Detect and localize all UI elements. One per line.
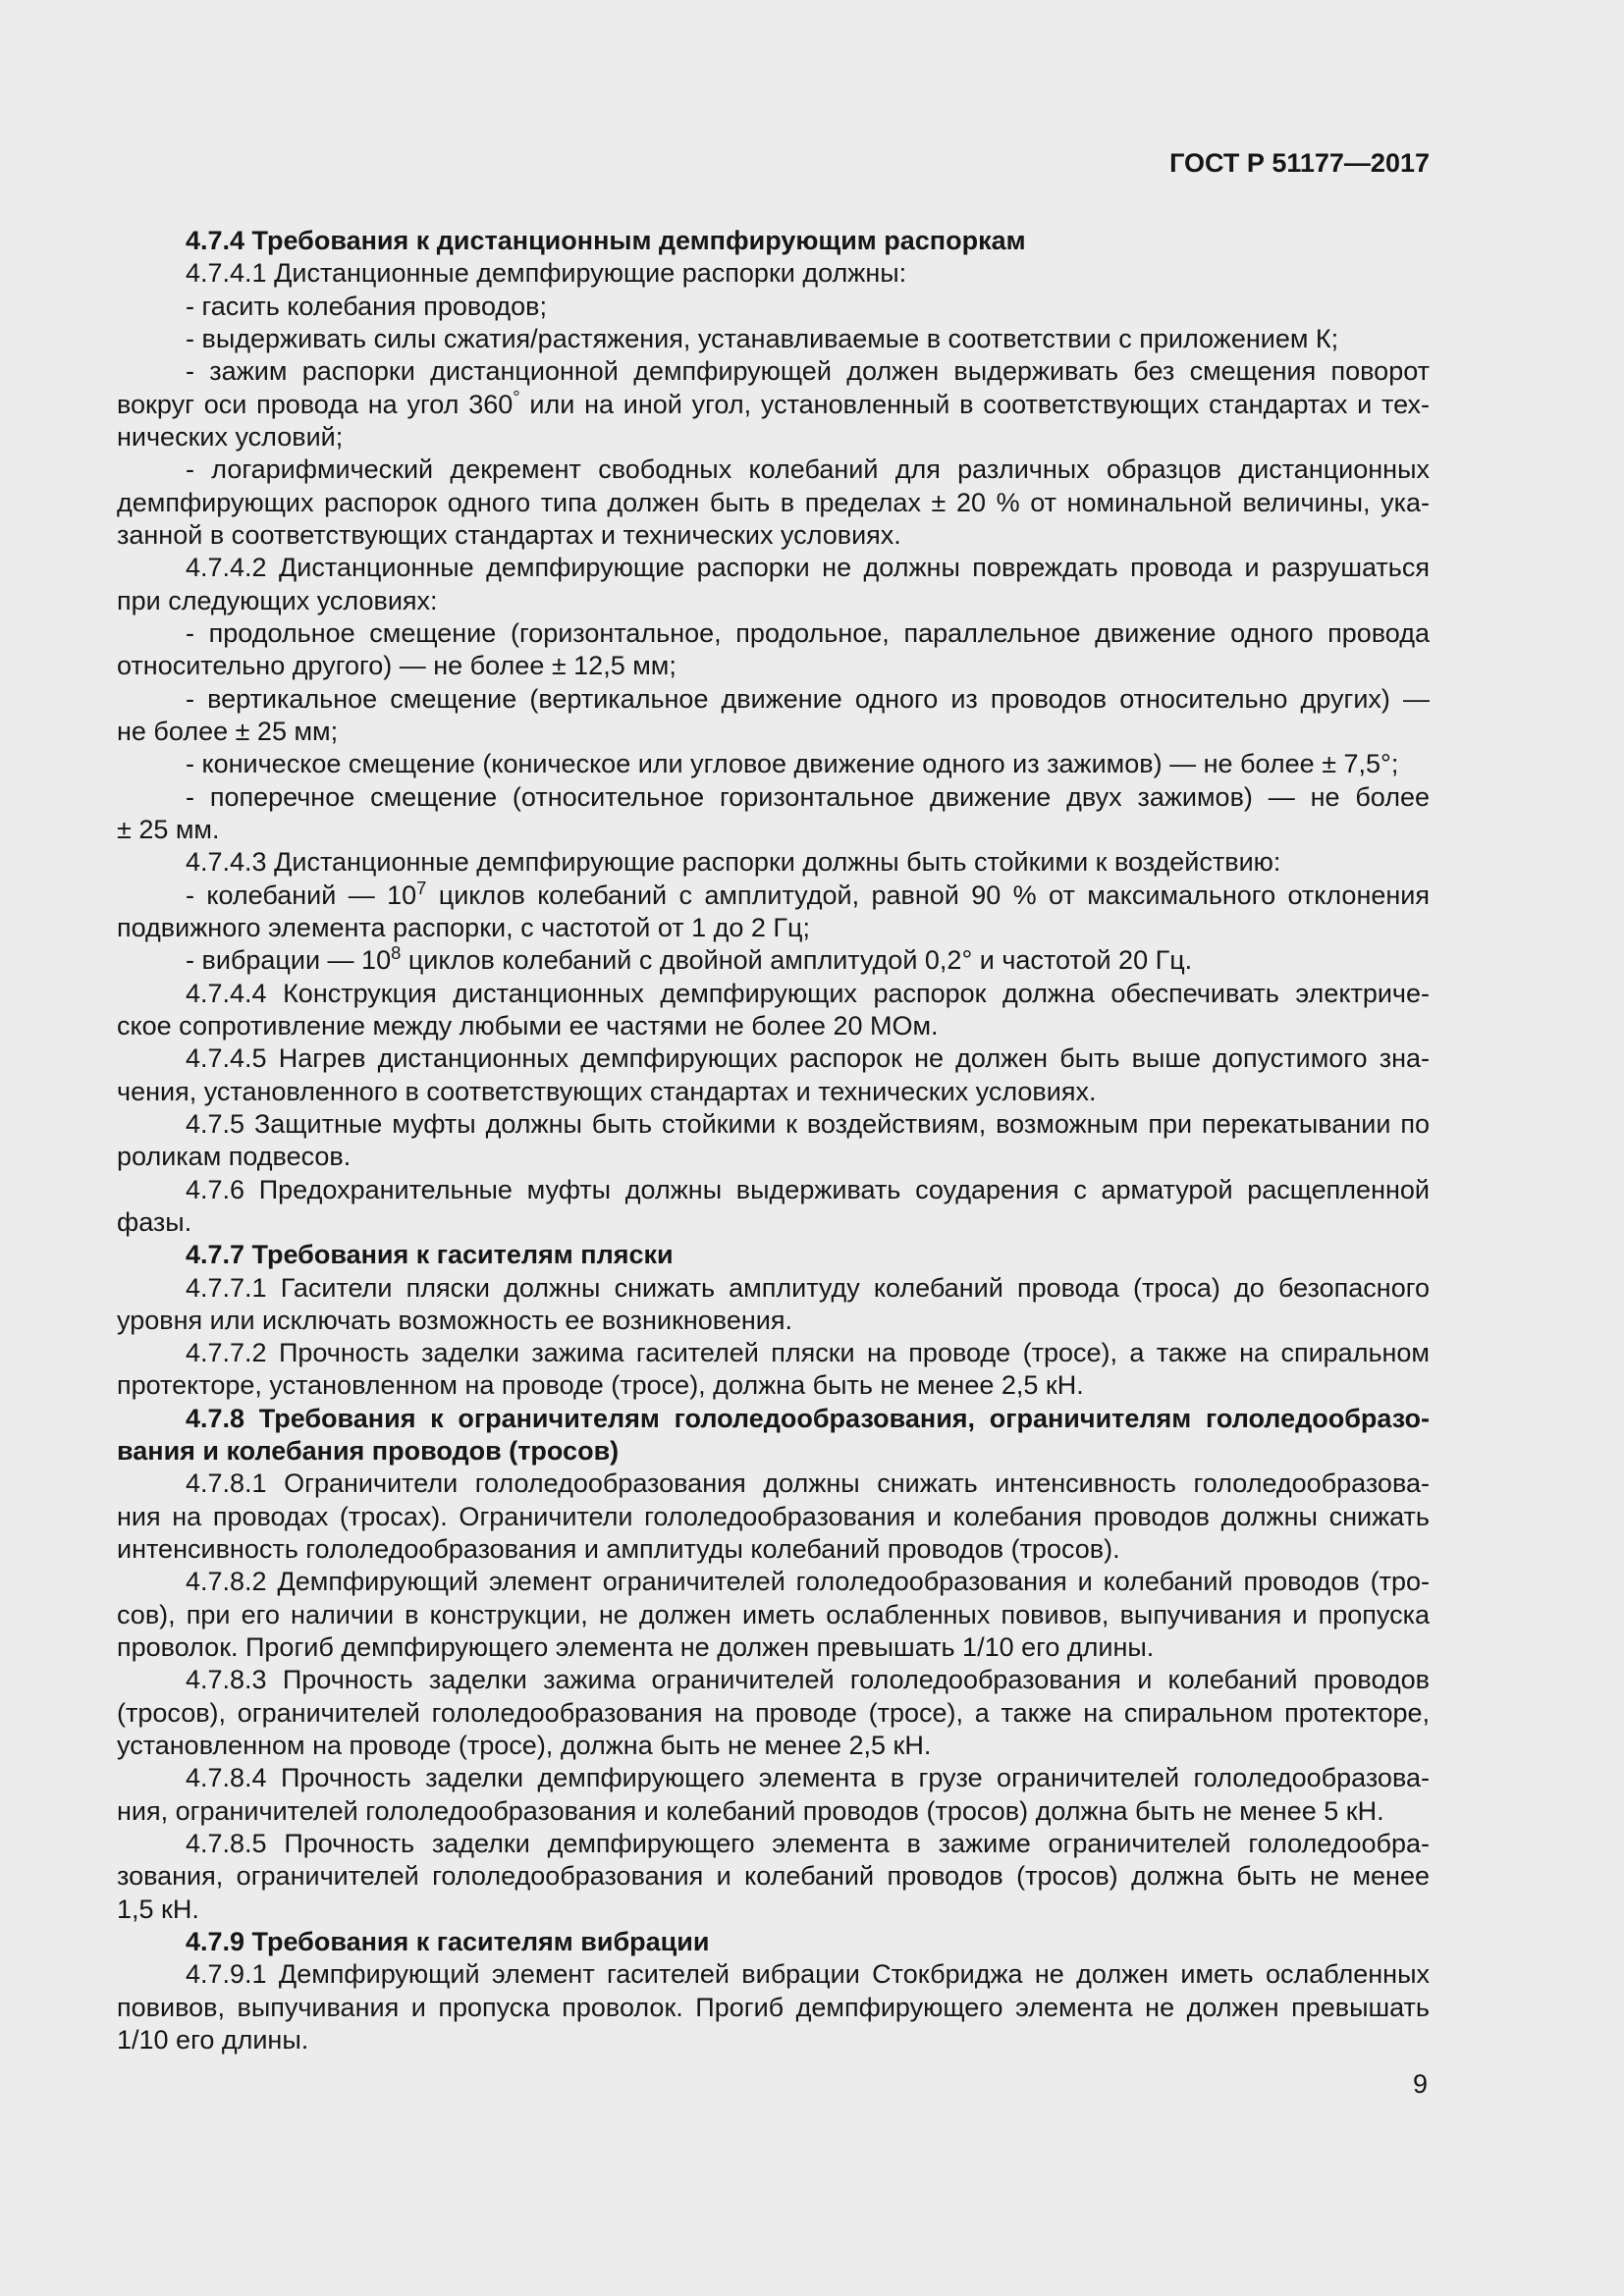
list-item — [117, 454, 1430, 552]
text-line: ния, ограничителей гололедообразования и колебаний проводов (тросов) должна быть не менее 5 кН. — [117, 1795, 1384, 1826]
text-line: - поперечное смещение (относительное горизонтальное движение двух зажимов) — не более — [186, 781, 1430, 812]
text-line: 4.7.7.2 Прочность заделки зажима гасителей пляски на проводе (тросе), а также на спиральном — [186, 1338, 1430, 1368]
list-item — [117, 617, 1430, 683]
paragraph — [117, 1828, 1430, 1926]
text-line: 4.7.4.3 Дистанционные демпфирующие распорки должны быть стойкими к воздействию: — [186, 847, 1281, 878]
paragraph — [117, 1468, 1430, 1566]
text-line: 4.7.4.2 Дистанционные демпфирующие распорки не должны повреждать провода и разрушаться — [186, 553, 1430, 583]
text-run: - вибрации — 10 — [186, 945, 392, 976]
paragraph — [117, 978, 1430, 1043]
text-line: занной в соответствующих стандартах и технических условиях. — [117, 519, 901, 550]
section-heading — [117, 225, 1430, 257]
text-line: уровня или исключать возможность ее возникновения. — [117, 1305, 792, 1335]
section-heading — [117, 1403, 1430, 1468]
text-line: 4.7.8.2 Демпфирующий элемент ограничителей гололедообразования и колебаний проводов (тро- — [186, 1567, 1430, 1597]
paragraph — [117, 1566, 1430, 1664]
text-line: - логарифмический декремент свободных колебаний для различных образцов дистанционных — [186, 454, 1430, 485]
text-line — [117, 944, 1430, 977]
section-heading — [117, 1926, 1430, 1958]
list-item — [117, 291, 1430, 323]
text-line: подвижного элемента распорки, с частотой от 1 до 2 Гц; — [117, 912, 811, 942]
text-line: ния на проводах (тросах). Ограничители гололедообразования и колебания проводов должны снижать — [117, 1501, 1430, 1531]
text-line: - гасить колебания проводов; — [186, 291, 547, 321]
list-item — [117, 877, 1430, 945]
text-line — [117, 877, 1430, 912]
list-item — [117, 683, 1430, 749]
heading-line: 4.7.7 Требования к гасителям пляски — [186, 1240, 674, 1270]
paragraph — [117, 846, 1430, 879]
text-line: демпфирующих распорок одного типа должен быть в пределах ± 20 % от номинальной величины, ука- — [117, 487, 1430, 517]
heading-line: 4.7.9 Требования к гасителям вибрации — [186, 1927, 710, 1957]
text-line: 4.7.4.4 Конструкция дистанционных демпфирующих распорок должна обеспечивать электриче- — [186, 978, 1430, 1008]
superscript: ° — [513, 386, 520, 407]
paragraph — [117, 1958, 1430, 2056]
paragraph — [117, 1042, 1430, 1108]
text-line: 4.7.8.4 Прочность заделки демпфирующего элемента в грузе ограничителей гололедообразова- — [186, 1763, 1430, 1793]
section-heading — [117, 1239, 1430, 1271]
list-item — [117, 944, 1430, 977]
text-line: 4.7.5 Защитные муфты должны быть стойкими к воздействиям, возможным при перекатывании по — [186, 1108, 1430, 1139]
text-line: чения, установленного в соответствующих стандартах и технических условиях. — [117, 1076, 1097, 1106]
text-run: - колебаний — 10 — [186, 880, 417, 910]
text-line: зования, ограничителей гололедообразования и колебаний проводов (тросов) должна быть не менее — [117, 1861, 1430, 1892]
text-line: при следующих условиях: — [117, 585, 438, 615]
list-item — [117, 748, 1430, 780]
document-code: ГОСТ Р 51177—2017 — [1169, 148, 1430, 178]
text-run: циклов колебаний с двойной амплитудой 0,2° и частотой 20 Гц. — [401, 945, 1193, 976]
paragraph — [117, 1108, 1430, 1174]
text-line: 1/10 его длины. — [117, 2025, 309, 2056]
heading-line: 4.7.4 Требования к дистанционным демпфирующим распоркам — [186, 226, 1026, 255]
text-line: не более ± 25 мм; — [117, 716, 339, 746]
heading-line: 4.7.8 Требования к ограничителям гололедообразования, ограничителям гололедообразо- — [186, 1403, 1430, 1433]
list-item — [117, 781, 1430, 847]
superscript: 8 — [391, 942, 402, 964]
text-line: повивов, выпучивания и пропуска проволок. Прогиб демпфирующего элемента не должен превышать — [117, 1992, 1430, 2022]
text-line: - продольное смещение (горизонтальное, продольное, параллельное движение одного провода — [186, 617, 1430, 648]
text-run: или на иной угол, установленный в соответствующих стандартах и тех- — [519, 389, 1430, 419]
text-line: фазы. — [117, 1206, 192, 1237]
paragraph — [117, 1174, 1430, 1240]
text-line: 4.7.8.1 Ограничители гололедообразования должны снижать интенсивность гололедообразова- — [186, 1468, 1430, 1499]
text-line: проволок. Прогиб демпфирующего элемента не должен превышать 1/10 его длины. — [117, 1632, 1155, 1663]
document-body — [117, 225, 1430, 2056]
text-line: - выдерживать силы сжатия/растяжения, устанавливаемые в соответствии с приложением К; — [186, 323, 1339, 353]
text-line: 4.7.4.1 Дистанционные демпфирующие распорки должны: — [186, 258, 907, 289]
paragraph — [117, 552, 1430, 617]
text-line: 4.7.7.1 Гасители пляски должны снижать амплитуду колебаний провода (троса) до безопасного — [186, 1272, 1430, 1303]
text-run: вокруг оси провода на угол 360 — [117, 389, 514, 419]
text-line: - вертикальное смещение (вертикальное движение одного из проводов относительно других) — — [186, 683, 1430, 714]
page-number: 9 — [1412, 2069, 1428, 2099]
text-line — [117, 386, 1430, 421]
text-line: 4.7.9.1 Демпфирующий элемент гасителей вибрации Стокбриджа не должен иметь ослабленных — [186, 1959, 1430, 1990]
text-line: 4.7.8.3 Прочность заделки зажима ограничителей гололедообразования и колебаний проводов — [186, 1665, 1430, 1695]
text-line: ± 25 мм. — [117, 814, 220, 844]
paragraph — [117, 257, 1430, 290]
list-item — [117, 323, 1430, 355]
text-line: 4.7.4.5 Нагрев дистанционных демпфирующих распорок не должен быть выше допустимого зна- — [186, 1043, 1430, 1074]
text-line: установленном на проводе (тросе), должна быть не менее 2,5 кН. — [117, 1731, 932, 1761]
paragraph — [117, 1337, 1430, 1403]
text-line: - зажим распорки дистанционной демпфирующей должен выдерживать без смещения поворот — [186, 356, 1430, 387]
text-line: протекторе, установленном на проводе (тросе), должна быть не менее 2,5 кН. — [117, 1370, 1084, 1401]
text-line: 1,5 кН. — [117, 1894, 199, 1924]
text-line: (тросов), ограничителей гололедообразования на проводе (тросе), а также на спиральном протекторе, — [117, 1697, 1430, 1728]
text-line: роликам подвесов. — [117, 1142, 352, 1172]
paragraph — [117, 1664, 1430, 1762]
text-line: относительно другого) — не более ± 12,5 мм; — [117, 651, 677, 681]
text-line: ское сопротивление между любыми ее частями не более 20 МОм. — [117, 1010, 939, 1041]
text-run: циклов колебаний с амплитудой, равной 90 % от максимального отклонения — [426, 880, 1430, 910]
text-line: нических условий; — [117, 421, 344, 452]
text-line: интенсивность гололедообразования и амплитуды колебаний проводов (тросов). — [117, 1534, 1120, 1565]
superscript: 7 — [416, 877, 427, 898]
text-line: 4.7.8.5 Прочность заделки демпфирующего элемента в зажиме ограничителей гололедообра- — [186, 1829, 1430, 1859]
heading-line: вания и колебания проводов (тросов) — [117, 1436, 620, 1467]
list-item — [117, 355, 1430, 454]
text-line: - коническое смещение (коническое или угловое движение одного из зажимов) — не более ± 7,5°; — [186, 749, 1399, 779]
paragraph — [117, 1272, 1430, 1338]
paragraph — [117, 1762, 1430, 1828]
text-line: сов), при его наличии в конструкции, не должен иметь ослабленных повивов, выпучивания и пропуска — [117, 1599, 1430, 1629]
text-line: 4.7.6 Предохранительные муфты должны выдерживать соударения с арматурой расщепленной — [186, 1174, 1430, 1204]
